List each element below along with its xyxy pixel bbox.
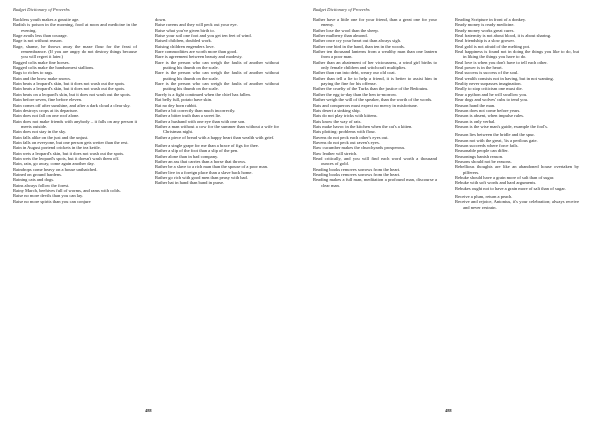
proverb-entry: Rebellious thoughts are like an abandoned house overtaken by pilferers. [455,164,579,175]
proverb-entry: Reasons should not be reasons. [455,158,512,164]
proverb-entry: Rain in August portend crickets in the tea kettle. [13,145,101,151]
proverb-entry: Rather go rich with good men than peasy with bad. [155,174,248,180]
proverb-entry: Rackless youth makes a goustie age. [13,17,80,22]
proverb-entry: Ragged colts make the handsomest stallions. [13,65,95,71]
proverb-entry: Rather a bitter truth than a sweet lie. [155,113,222,119]
proverb-entry: Rather an ass that carries than a horse that throws. [155,158,247,164]
left-page-column-2 [155,17,279,186]
proverb-entry: Ravens do not peck each other's eyes out. [313,134,389,140]
proverb-entry: Real love is when you don't have to tell each other. [455,59,548,65]
proverb-entry: Rats desert a sinking ship. [313,107,361,113]
proverb-entry: Rats do not play tricks with kittens. [313,113,378,119]
proverb-entry: Rather hat in hand than band in purse. [155,180,225,186]
proverb-entry: Rat belly full, potato have skin. [155,97,213,103]
right-page [300,0,600,424]
proverb-entry: Raining cats and dogs. [13,177,55,183]
proverb-entry: Reason not with the great, 'tis a perilous gate. [455,137,538,143]
proverb-entry: Really to stop criticism one must die. [455,86,523,92]
proverb-entry: Rather the egg to-day than the hen to-morrow. [313,91,398,97]
proverb-entry: Rage is not without reason. [13,38,63,44]
proverb-entry: down. [155,17,167,22]
proverb-entry: Rather one bird in the hand, than ten in the woods. [313,43,405,49]
proverb-entry: Raise no more devils than you can lay. [13,193,84,199]
left-page-column-1 [13,17,137,204]
proverb-entry: Rear a python and he will swallow you. [455,91,528,97]
proverb-entry: Rather a man without a cow for the summer than without a wife for Christmas night. [155,123,279,135]
proverb-entry: Rather a bit correctly than much incorrectly. [155,107,236,113]
page-number: 488 [445,408,452,413]
proverb-entry: Rain does not fall on one roof alone. [13,113,80,119]
proverb-entry: Raw leather will stretch. [313,150,358,156]
proverb-entry: Raindrops come heavy on a house unthatched. [13,166,98,172]
proverb-entry: Rather alone than in bad company. [155,153,219,159]
proverb-entry: Reading books removes sorrows from the heart. [313,166,401,172]
proverb-entry: Rarely is a fight continued when the chief has fallen. [155,91,251,97]
proverb-entry: Rain beats a leopard's skin, but it does not wash out the spots. [13,81,126,87]
proverb-entry: Rats make havoc in the kitchen when the cat's a kitten. [313,123,413,129]
proverb-entry: Real wealth consists not in having, but in not wanting. [455,75,554,81]
proverb-entry: Rags to riches to rags. [13,70,54,76]
proverb-entry: Receive a plum, return a peach. [455,194,513,199]
proverb-entry: Rather a husband with one eye than with one son. [155,118,246,124]
proverb-entry: Rain before seven, fine before eleven. [13,97,83,103]
proverb-entry: Real gold is not afraid of the melting pot. [455,43,531,49]
proverb-entry: Rebukes ought not to have a grain more of salt than of sugar. [455,185,566,191]
proverb-entry: Rare is agreement between beauty and modesty. [155,54,243,60]
proverb-entry: Reason is absent, when impulse rules. [455,113,525,119]
proverb-entry: Rather lose the wool than the sheep. [313,27,379,33]
proverb-entry: Rather a slip of the foot than a slip of the pen. [155,148,239,154]
proverb-entry: Reason lies between the bridle and the spur. [455,132,535,138]
proverb-entry: Rain does not make friends with anybody – it falls on any person it meets outside. [13,118,137,129]
proverb-entry: Rats plotting: problems with flour. [313,129,376,135]
proverb-entry: Reason succeeds where force fails. [455,142,519,148]
proverb-entry: Rare commodities are worth more than good. [155,49,238,55]
proverb-entry: Radish is poison in the morning, food at noon and medicine in the evening. [13,22,137,33]
proverb-entry: Rain comes off after sunshine, and after a dark cloud a clear sky. [13,102,131,108]
proverb-entry: Rather have a little one for your friend, than a great one for your enemy. [313,17,437,28]
proverb-entry: Rats and conquerors must expect no mercy in misfortune. [313,102,418,108]
proverb-entry: Real power is in the heart. [455,65,503,71]
proverb-entry: Reasonings banish reason. [455,153,504,159]
proverb-entry: Reading makes a full man, meditation a profound man, discourse a clear man. [313,177,437,188]
proverb-entry: Rain wets the leopard's spots, but it doesn't wash them off. [13,155,120,161]
proverb-entry: Raise your soil one foot and you get ten feet of wind. [155,33,252,39]
proverb-entry: Rebuke should have a grain more of salt than of sugar. [455,174,555,180]
proverb-entry: Rain, rain, go away, come again another day. [13,161,95,167]
proverb-entry: Real success is success of the soul. [455,70,519,76]
proverb-entry: Reason does not come before years. [455,107,521,113]
proverb-entry: Reasonable people can differ. [455,148,509,154]
running-head: Budget Dictionary of Proverbs [313,7,370,12]
proverb-entry: Real happiness is found not in doing the things you like to do, but in liking the things you have to do. [455,49,579,60]
proverb-entry: Ready money is ready medicine. [455,22,515,28]
proverb-entry: Ravens do not peck out raven's eyes. [313,139,380,145]
proverb-entry: Reason hand the man. [455,102,496,108]
proverb-entry: Rather a piece of bread with a happy heart than wealth with grief. [155,134,275,140]
proverb-entry: Read critically, and you will find each word worth a thousand ounces of gold. [313,155,437,167]
proverb-entry: Rather ten thousand lanterns from a wealthy man than one lantern from a poor man. [313,49,437,60]
proverb-entry: Rage avails less than courage. [13,33,68,39]
proverb-entry: Raw cucumber makes the churchyards prosperous. [313,145,406,151]
proverb-entry: Rain beats on a leopard's skin, but it does not wash out the spots. [13,91,131,97]
proverb-entry: Rare is the person who can weigh the faults of another without putting his thumb on the scale. [155,70,279,81]
proverb-entry: Receive and rejoice, Antonius, it's your celebration; always receive and never restrain. [455,199,579,210]
proverb-entry: Rather a single grape for me than a brace of figs for thee. [155,142,259,148]
proverb-entry: Rain and the brow make snows. [13,75,72,81]
proverb-entry: Rain falls alike on the just and the unjust. [13,134,89,140]
proverb-entry: Real friendship is a slow grower. [455,38,515,44]
proverb-entry: Rather than run into debt, weary our old coat. [313,70,396,76]
proverb-entry: Rains always follow the forest. [13,182,70,188]
proverb-entry: Rainy March, beehives full of worms, and rams with colds. [13,188,121,193]
proverb-entry: Rain beats a leopard's skin, but it does not wash out the spots. [13,86,126,92]
proverb-entry: Reality never surpasses imagination. [455,81,522,87]
right-page-column-1 [313,17,437,188]
proverb-entry: Rather be a slave to a rich man than the spouse of a poor man. [155,164,269,170]
proverb-entry: Reading Scripture in front of a donkey. [455,17,527,22]
proverb-entry: Rather weigh the will of the speaker, than the worth of the words. [313,97,433,103]
proverb-entry: Rage, shame, he throws away the maze flour for the feast of remembrance. (If you are angry do not destroy things because you will regret it later.) [13,43,137,60]
proverb-entry: Raise no more spirits than you can conjure [13,198,91,204]
proverb-entry: Raising children engenders love. [155,43,215,49]
proverb-entry: Rather live in a foreign place than a slave back home. [155,169,253,175]
proverb-entry: Rather once cry your heart out than always sigh. [313,38,402,44]
proverb-entry: Rare is the person who can weigh the faults of another without putting his thumb on the scale. [155,59,279,71]
proverb-entry: Rather than an abatement of her viciousness, a wind girl births to only female children and witchcraft multiplies. [313,59,437,71]
proverb-entry: Ragged colts make fine horses. [13,59,70,65]
proverb-entry: Raise what you've given birth to. [155,27,215,33]
proverb-entry: Rat no dey born rabbit. [155,102,198,108]
proverb-entry: Rather mulberry than almond. [313,33,368,39]
proverb-entry: Raised children, doubled work. [155,38,212,44]
proverb-entry: Rained on ground hardens. [13,171,62,177]
proverb-entry: Rather the cruelty of the Turks than the justice of the Bedouins. [313,86,429,92]
proverb-entry: Rats know the way of rats. [313,118,362,124]
proverb-entry: Ready money works great cures. [455,27,515,33]
running-head: Budget Dictionary of Proverbs [13,7,70,12]
proverb-entry: Raise ravens and they will peck out your eye. [155,22,238,28]
proverb-entry: Rain falls on everyone, but one person gets wetter than the rest. [13,139,129,145]
proverb-entry: Reading books removes sorrows from the heart. [313,171,401,177]
proverb-entry: Real fraternity is not about blood, it is about sharing. [455,33,552,39]
proverb-entry: Rebuke with soft words and hard arguments. [455,180,537,186]
proverb-entry: Rather than tell a lie to help a friend, it is better to assist him in paying the fine for his offense. [313,75,437,87]
proverb-entry: Rain does not stay in the sky. [13,129,67,135]
proverb-entry: Rear dogs and wolves' cubs to tend you. [455,97,529,103]
proverb-entry: Rain wets a leopard's skin, but it does not wash out the spots. [13,150,125,156]
proverb-entry: Reason is only verbal. [455,118,496,124]
proverb-entry: Reason is the wise man's guide, example the fool's. [455,123,549,129]
proverb-entry: Rain destroys crops at its departure. [13,107,79,113]
page-number: 488 [145,408,152,413]
right-page-column-2 [455,17,579,210]
proverb-entry: Rare is the person who can weigh the faults of another without putting his thumb on the scale. [155,81,279,92]
